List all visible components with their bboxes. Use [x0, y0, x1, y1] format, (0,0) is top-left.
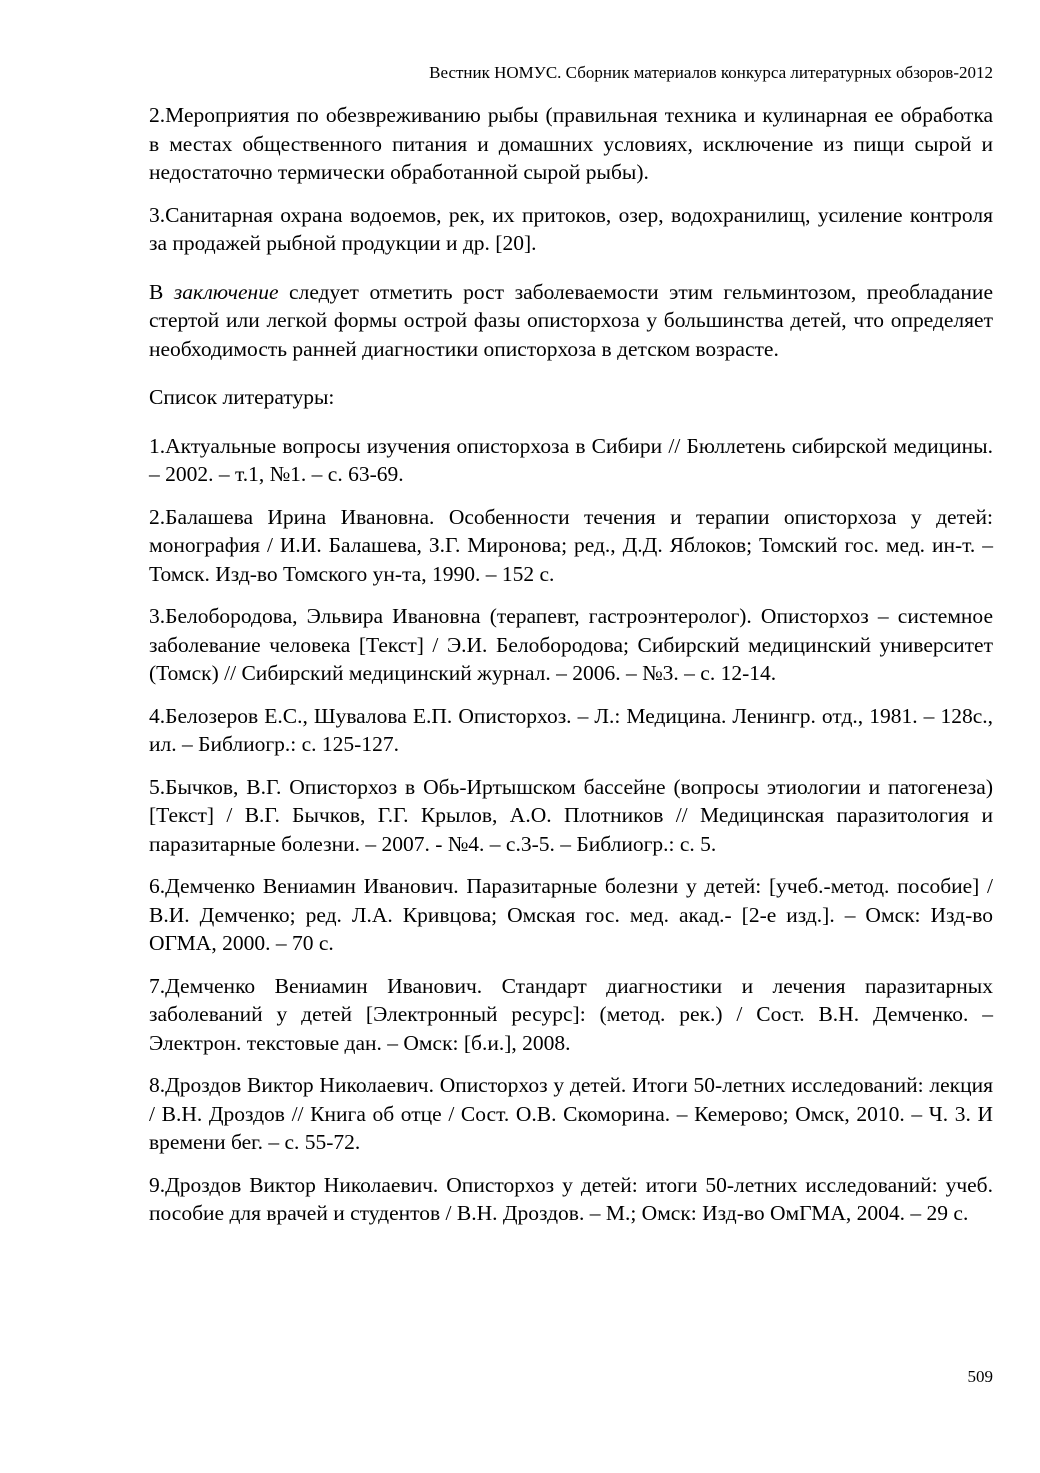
- conclusion-text: следует отметить рост заболеваемости этим гельминтозом, преобладание стертой или легкой формы острой фазы описторхоза у большинства детей, что определяет необходимость ранней диагностики описторхоза в детском возрасте.: [149, 279, 993, 361]
- reference-list: [149, 432, 993, 1228]
- reference-item: 9.Дроздов Виктор Николаевич. Описторхоз у детей: итоги 50-летних исследований: учеб. пособие для врачей и студентов / В.Н. Дроздов. – М.; Омск: Изд-во ОмГМА, 2004. – 29 с.: [149, 1172, 993, 1225]
- paragraph-measures-fish: 2.Мероприятия по обезвреживанию рыбы (правильная техника и кулинарная ее обработка в местах общественного питания и домашних условиях, исключение из пищи сырой и недостаточно термически обработанной сырой рыбы).: [149, 103, 993, 184]
- reference-item: 1.Актуальные вопросы изучения описторхоза в Сибири // Бюллетень сибирской медицины. – 2002. – т.1, №1. – с. 63-69.: [149, 433, 993, 486]
- reference-item: 3.Белобородова, Эльвира Ивановна (терапевт, гастроэнтеролог). Описторхоз – системное заболевание человека [Текст] / Э.И. Белобородова; Сибирский медицинский университет (Томск) // Сибирский медицинский журнал. – 2006. – №3. – с. 12-14.: [149, 604, 993, 685]
- conclusion-prefix: В: [149, 279, 174, 304]
- page-content: [149, 101, 993, 1228]
- reference-item: 2.Балашева Ирина Ивановна. Особенности течения и терапии описторхоза у детей: монография / И.И. Балашева, З.Г. Миронова; ред., Д.Д. Яблоков; Томский гос. мед. ин-т. – Томск. Изд-во Томского ун-та, 1990. – 152 с.: [149, 504, 993, 586]
- reference-item: 4.Белозеров Е.С., Шувалова Е.П. Описторхоз. – Л.: Медицина. Ленингр. отд., 1981. – 128с., ил. – Библиогр.: с. 125-127.: [149, 703, 993, 756]
- references-heading: Список литературы:: [149, 385, 335, 409]
- paragraph-conclusion: [149, 278, 993, 364]
- page-number: 509: [967, 1367, 993, 1386]
- reference-item: 7.Демченко Вениамин Иванович. Стандарт диагностики и лечения паразитарных заболеваний у детей [Электронный ресурс]: (метод. рек.) / Сост. В.Н. Демченко. – Электрон. текстовые дан. – Омск: [б.и.], 2008.: [149, 973, 993, 1055]
- conclusion-emphasis: заключение: [173, 279, 279, 304]
- reference-item: 6.Демченко Вениамин Иванович. Паразитарные болезни у детей: [учеб.-метод. пособие] / В.И. Демченко; ред. Л.А. Кривцова; Омская гос. мед. акад.- [2-е изд.]. – Омск: Изд-во ОГМА, 2000. – 70 с.: [149, 874, 993, 955]
- reference-item: 8.Дроздов Виктор Николаевич. Описторхоз у детей. Итоги 50-летних исследований: лекция / В.Н. Дроздов // Книга об отце / Сост. О.В. Скоморина. – Кемерово; Омск, 2010. – Ч. 3. И времени бег. – с. 55-72.: [149, 1073, 993, 1154]
- running-header: Вестник НОМУС. Сборник материалов конкурса литературных обзоров-2012: [429, 63, 993, 82]
- reference-item: 5.Бычков, В.Г. Описторхоз в Обь-Иртышском бассейне (вопросы этиологии и патогенеза) [Текст] / В.Г. Бычков, Г.Г. Крылов, А.О. Плотников // Медицинская паразитология и паразитарные болезни. – 2007. - №4. – с.3-5. – Библиогр.: с. 5.: [149, 774, 993, 856]
- paragraph-sanitary-protection: 3.Санитарная охрана водоемов, рек, их притоков, озер, водохранилищ, усиление контроля за продажей рыбной продукции и др. [20].: [149, 202, 993, 255]
